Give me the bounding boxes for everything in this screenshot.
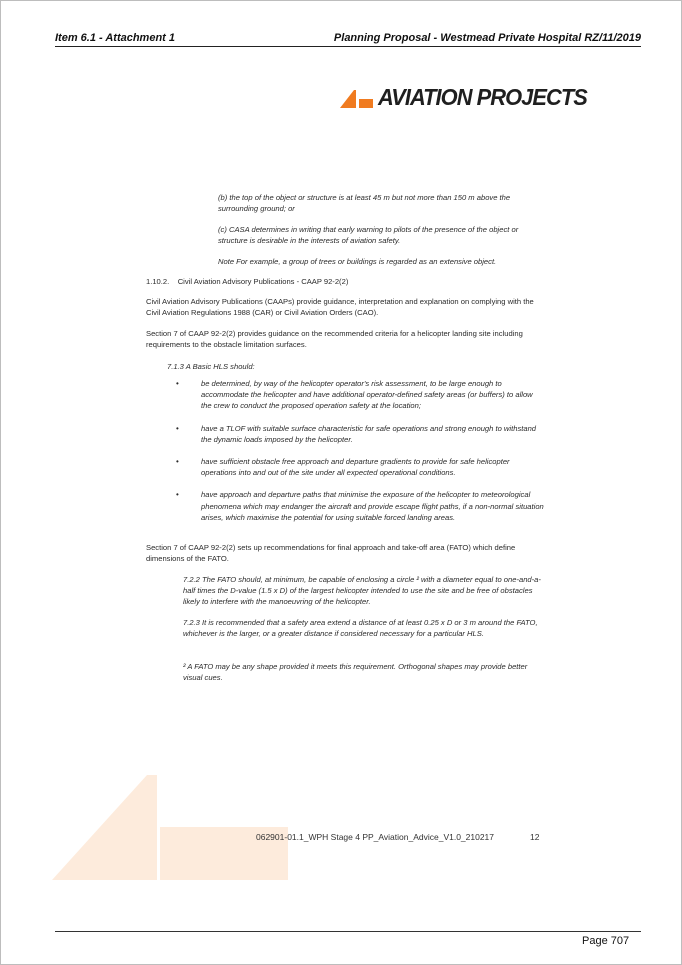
logo-text: AVIATION PROJECTS <box>378 84 587 110</box>
paragraph-section7-hls: Section 7 of CAAP 92-2(2) provides guidance on the recommended criteria for a helicopter landing site including requirements to the obstacle limitation surfaces. <box>146 329 523 350</box>
footer-divider <box>55 931 641 932</box>
quote-note: Note For example, a group of trees or buildings is regarded as an extensive object. <box>218 257 497 266</box>
list-item <box>176 489 544 523</box>
logo-mark-icon <box>340 88 374 108</box>
footer-page-number: 12 <box>530 832 540 842</box>
paragraph-caaps: Civil Aviation Advisory Publications (CAAPs) provide guidance, interpretation and explanation on complying with the Civil Aviation Regulations 1988 (CAR) or Civil Aviation Orders (CAO). <box>146 297 534 318</box>
fato-footnote: ² A FATO may be any shape provided it meets this requirement. Orthogonal shapes may provide better visual cues. <box>183 662 528 683</box>
list-item <box>176 456 544 478</box>
paragraph-section7-fato: Section 7 of CAAP 92-2(2) sets up recommendations for final approach and take-off area (FATO) which define dimensions of the FATO. <box>146 543 516 564</box>
header-document-title: Planning Proposal - Westmead Private Hospital RZ/11/2019 <box>333 32 641 44</box>
bullet-icon: • <box>176 423 179 433</box>
list-item-text: have approach and departure paths that minimise the exposure of the helicopter to meteorological phenomena which may endanger the aircraft and provide escape flight paths, if a non-normal situation arises, which maximise the potential for using suitable forced landing areas. <box>201 490 544 522</box>
page-header <box>55 32 641 47</box>
bullet-icon: • <box>176 379 179 388</box>
subheading-basic-hls: 7.1.3 A Basic HLS should: <box>167 362 255 371</box>
fato-quote-722: 7.2.2 The FATO should, at minimum, be capable of enclosing a circle ² with a diameter equal to one-and-a-half times the D-value (1.5 x D) of the largest helicopter intended to use the site and be free of obstacles likely to interfere with the manoeuvring of the helicopter. <box>183 575 541 607</box>
quote-c: (c) CASA determines in writing that early warning to pilots of the presence of the object or structure is desirable in the interests of aviation safety. <box>218 225 519 246</box>
aviation-projects-logo <box>340 84 605 114</box>
header-item-label: Item 6.1 - Attachment 1 <box>55 32 176 44</box>
fato-quote-723: 7.2.3 It is recommended that a safety area extend a distance of at least 0.25 x D or 3 m around the FATO, whichever is the larger, or a greater distance if considered necessary for a particular HLS. <box>183 618 538 639</box>
list-item-text: have sufficient obstacle free approach and departure gradients to provide for safe helicopter operations into and out of the site under all expected operational conditions. <box>201 457 510 478</box>
list-item-text: have a TLOF with suitable surface characteristic for safe operations and strong enough to withstand the dynamic loads imposed by the helicopter. <box>201 423 537 444</box>
footer-doc-reference: 062901-01.1_WPH Stage 4 PP_Aviation_Advice_V1.0_210217 <box>256 832 495 842</box>
section-number: 1.10.2. <box>146 277 170 286</box>
list-item <box>176 423 544 445</box>
hls-bullet-list <box>176 378 544 534</box>
page-label: Page 707 <box>582 935 630 947</box>
list-item <box>176 378 544 412</box>
quote-b: (b) the top of the object or structure is at least 45 m but not more than 150 m above the surrounding ground; or <box>218 193 511 214</box>
bullet-icon: • <box>176 490 179 500</box>
background-watermark-icon <box>52 775 292 885</box>
section-title: Civil Aviation Advisory Publications - CAAP 92-2(2) <box>177 277 349 286</box>
list-item-text: be determined, by way of the helicopter operator's risk assessment, to be large enough to accommodate the helicopter and have additional operator-defined safety areas (or buffers) to allow the crew to conduct the proposed operation safety at the location; <box>201 379 533 411</box>
bullet-icon: • <box>176 457 179 467</box>
section-heading <box>146 276 348 287</box>
